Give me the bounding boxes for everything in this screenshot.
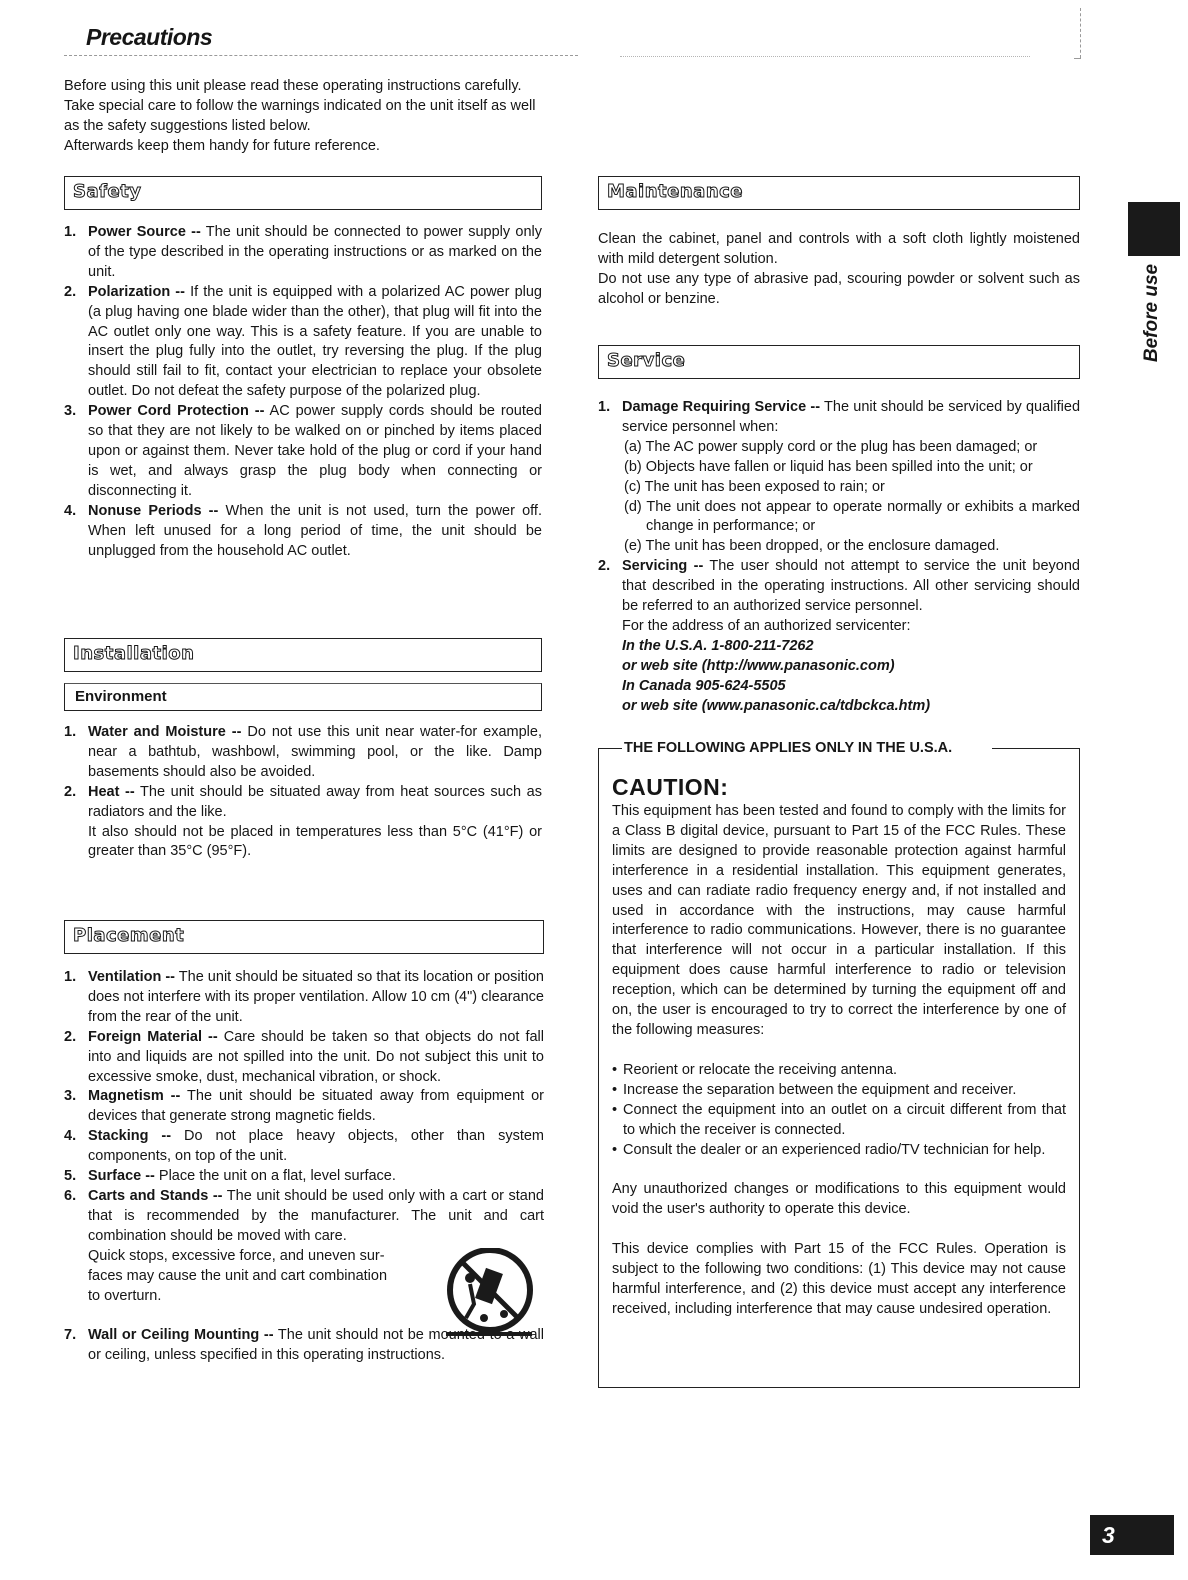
- list-item: [598, 398, 1080, 557]
- list-item: [64, 283, 542, 402]
- corner-crop-mark: [1080, 8, 1081, 58]
- caution-header-rule-right: [992, 748, 1080, 749]
- item-title: Ventilation --: [88, 969, 176, 985]
- page-number: 3: [1090, 1515, 1174, 1555]
- placement-section-header: [64, 920, 544, 954]
- measure-item: • Increase the separation between the equipment and receiver.: [612, 1081, 1066, 1101]
- caution-intro: This equipment has been tested and found to comply with the limits for a Class B digital device, pursuant to Part 15 of the FCC Rules. These limits are designed to provide reasonable protection against harmful interference in a residential installation. This equipment generates, uses and can radiate radio frequency energy and, if not installed and used in accordance with the instructions, may cause harmful interference to radio communications. However, there is no guarantee that interference will not occur in a particular installation. If this equipment does cause harmful interference to radio or television reception, which can be determined by turning the equipment off and on, the user is encouraged to try to correct the interference by one of the following measures:: [612, 803, 1066, 1038]
- placement-section-label: Placement: [73, 925, 185, 946]
- item-number: 2.: [64, 283, 77, 300]
- condition-item: (e) The unit has been dropped, or the enclosure damaged.: [624, 538, 1000, 555]
- contact-link[interactable]: or web site (http://www.panasonic.com): [622, 657, 895, 674]
- page-title: Precautions: [86, 24, 213, 50]
- item-title: Foreign Material --: [88, 1028, 218, 1045]
- item-title: Stacking --: [88, 1128, 172, 1145]
- safety-list: [64, 223, 542, 561]
- list-item: [64, 1087, 544, 1127]
- item-title: Polarization --: [88, 283, 185, 300]
- item-number: 2.: [598, 558, 611, 575]
- list-item: [64, 402, 542, 502]
- item-title: Carts and Stands --: [88, 1187, 223, 1204]
- safety-section-header: [64, 176, 542, 210]
- condition-item: (a) The AC power supply cord or the plug has been damaged; or: [624, 438, 1038, 455]
- title-rule: [64, 55, 578, 56]
- item-title: Wall or Ceiling Mounting --: [88, 1327, 274, 1344]
- environment-subheader: [64, 683, 542, 711]
- side-tab-label: [1140, 263, 1164, 363]
- environment-list: [64, 723, 542, 862]
- item-text: The unit should be used only with a cart or stand that is recommended by the manufacturer. The unit and cart combination should be moved with care.: [88, 1187, 544, 1244]
- item-text: The unit should be connected to power supply only of the type described in the operating instructions or as marked on the unit.: [88, 224, 543, 280]
- measure-item: • Connect the equipment into an outlet on a circuit different from that to which the receiver is connected.: [612, 1101, 1066, 1141]
- caution-compliance: This device complies with Part 15 of the FCC Rules. Operation is subject to the following two conditions: (1) This device may not cause harmful interference, and (2) this device must accept any interference received, including interference that may cause undesired operation.: [612, 1241, 1066, 1317]
- safety-section-label: Safety: [73, 181, 142, 202]
- item-title: Magnetism --: [88, 1088, 181, 1105]
- item-number: 3.: [64, 403, 77, 420]
- item-title: Power Cord Protection --: [88, 403, 265, 420]
- contact-link[interactable]: or web site (www.panasonic.ca/tdbckca.htm): [622, 697, 931, 714]
- item-number: 1.: [64, 969, 77, 985]
- item-number: 2.: [64, 783, 77, 800]
- item-number: 4.: [64, 502, 77, 519]
- item-number: 1.: [598, 399, 611, 415]
- maintenance-paragraph: Clean the cabinet, panel and controls with a soft cloth lightly moistened with mild detergent solution.: [598, 231, 1080, 267]
- item-number: 2.: [64, 1028, 77, 1045]
- item-title: Water and Moisture --: [88, 724, 242, 740]
- service-conditions: [622, 438, 1080, 557]
- item-text: If the unit is equipped with a polarized AC power plug (a plug having one blade wider than the other), that plug will fit into the AC outlet only one way. This is a safety feature. If you are unable to insert the plug fully into the outlet, try reversing the plug. If the plug should still fail to fit, contact your electrician to replace your obsolete outlet. Do not defeat the safety purpose of the polarized plug.: [88, 283, 542, 400]
- item-text: The unit should be situated away from heat sources such as radiators and the like.: [88, 783, 542, 820]
- item-extra-line: Quick stops, excessive force, and uneven sur-: [88, 1247, 385, 1264]
- condition-item: (d) The unit does not appear to operate normally or exhibits a marked change in performance; or: [624, 498, 1080, 535]
- maintenance-section-label: Maintenance: [607, 181, 744, 202]
- item-number: 4.: [64, 1128, 77, 1145]
- list-item: [598, 557, 1080, 716]
- item-number: 1.: [64, 224, 77, 240]
- caution-header-rule-left: [598, 748, 622, 749]
- side-tab-marker: [1128, 202, 1180, 256]
- item-text: Do not place heavy objects, other than system components, on top of the unit.: [88, 1128, 544, 1165]
- service-list: [598, 398, 1080, 717]
- intro-text: [64, 76, 544, 156]
- caution-measures: [612, 1061, 1066, 1161]
- item-text: Do not use this unit near water-for example, near a bathtub, washbowl, swimming pool, or the like. Damp basements should also be avoided.: [88, 724, 542, 780]
- measure-item: • Consult the dealer or an experienced radio/TV technician for help.: [612, 1141, 1066, 1161]
- list-item: [64, 1167, 544, 1187]
- item-number: 1.: [64, 724, 77, 740]
- item-number: 3.: [64, 1088, 77, 1105]
- installation-section-label: Installation: [73, 643, 195, 664]
- side-tab-text: Before use: [1141, 263, 1162, 363]
- item-text: AC power supply cords should be routed so that they are not likely to be walked on or pinched by items placed upon or against them. Never take hold of the plug or cord if your hand is wet, and always grasp the plug body when connecting or disconnecting it.: [88, 403, 542, 499]
- environment-label: Environment: [75, 688, 167, 705]
- intro-paragraph: Afterwards keep them handy for future reference.: [64, 138, 380, 154]
- measure-item: • Reorient or relocate the receiving antenna.: [612, 1061, 1066, 1081]
- caution-changes: Any unauthorized changes or modifications to this equipment would void the user's authority to operate this device.: [612, 1181, 1066, 1218]
- item-text: The unit should not be mounted to a wall or ceiling, unless specified in this operating instructions.: [88, 1327, 544, 1364]
- item-number: 6.: [64, 1187, 77, 1204]
- corner-crop-mark-foot: [1074, 58, 1081, 59]
- item-title: Heat --: [88, 783, 135, 800]
- item-extra-line: faces may cause the unit and cart combination: [88, 1267, 388, 1284]
- maintenance-section-header: [598, 176, 1080, 210]
- item-number: 7.: [64, 1327, 77, 1344]
- item-text: When the unit is not used, turn the power off. When left unused for a long period of time, the unit should be unplugged from the household AC outlet.: [88, 502, 542, 559]
- item-title: Damage Requiring Service --: [622, 399, 821, 415]
- condition-item: (c) The unit has been exposed to rain; or: [624, 478, 885, 495]
- item-text: Place the unit on a flat, level surface.: [154, 1168, 396, 1185]
- title-rule-right: [620, 56, 1030, 57]
- item-title: Nonuse Periods --: [88, 502, 219, 519]
- list-item: [64, 1028, 544, 1088]
- cart-tipover-warning-icon: [440, 1248, 536, 1338]
- item-text: The unit should be serviced by qualified service personnel when:: [622, 399, 1081, 435]
- service-section-label: Service: [607, 350, 686, 371]
- item-text: The unit should be situated so that its location or position does not interfere with its proper ventilation. Allow 10 cm (4") clearance from the rear of the unit.: [88, 969, 544, 1025]
- condition-item: (b) Objects have fallen or liquid has been spilled into the unit; or: [624, 458, 1033, 475]
- list-item: [64, 223, 542, 283]
- item-text: Care should be taken so that objects do not fall into and liquids are not spilled into the unit. Do not subject this unit to excessive smoke, dust, mechanical vibration, or shock.: [88, 1028, 544, 1085]
- list-item: [64, 968, 544, 1028]
- list-item: [64, 1127, 544, 1167]
- contact-line: In Canada 905-624-5505: [622, 677, 786, 694]
- address-intro: For the address of an authorized servicenter:: [622, 617, 911, 634]
- item-title: Surface --: [88, 1168, 155, 1185]
- contact-line: In the U.S.A. 1-800-211-7262: [622, 637, 814, 654]
- item-title: Power Source --: [88, 224, 201, 240]
- caution-body: [612, 802, 1066, 1320]
- item-number: 5.: [64, 1168, 77, 1185]
- caution-title: CAUTION:: [612, 774, 729, 800]
- maintenance-text: [598, 229, 1080, 309]
- item-extra-text: It also should not be placed in temperatures less than 5°C (41°F) or greater than 35°C (95°F).: [88, 823, 542, 860]
- item-text: The user should not attempt to service the unit beyond that described in the operating instructions. All other servicing should be referred to an authorized service personnel.: [622, 558, 1080, 615]
- item-title: Servicing --: [622, 558, 704, 575]
- list-item: [64, 783, 542, 863]
- intro-paragraph: Before using this unit please read these operating instructions carefully. Take special care to follow the warnings indicated on the unit itself as well as the safety suggestions listed below.: [64, 78, 536, 134]
- service-section-header: [598, 345, 1080, 379]
- installation-section-header: [64, 638, 542, 672]
- caution-header-text: THE FOLLOWING APPLIES ONLY IN THE U.S.A.: [624, 740, 953, 756]
- item-extra-line: to overturn.: [88, 1287, 162, 1304]
- maintenance-paragraph: Do not use any type of abrasive pad, scouring powder or solvent such as alcohol or benzine.: [598, 271, 1080, 307]
- list-item: [64, 723, 542, 783]
- item-text: The unit should be situated away from equipment or devices that generate strong magnetic fields.: [88, 1088, 544, 1125]
- list-item: [64, 502, 542, 562]
